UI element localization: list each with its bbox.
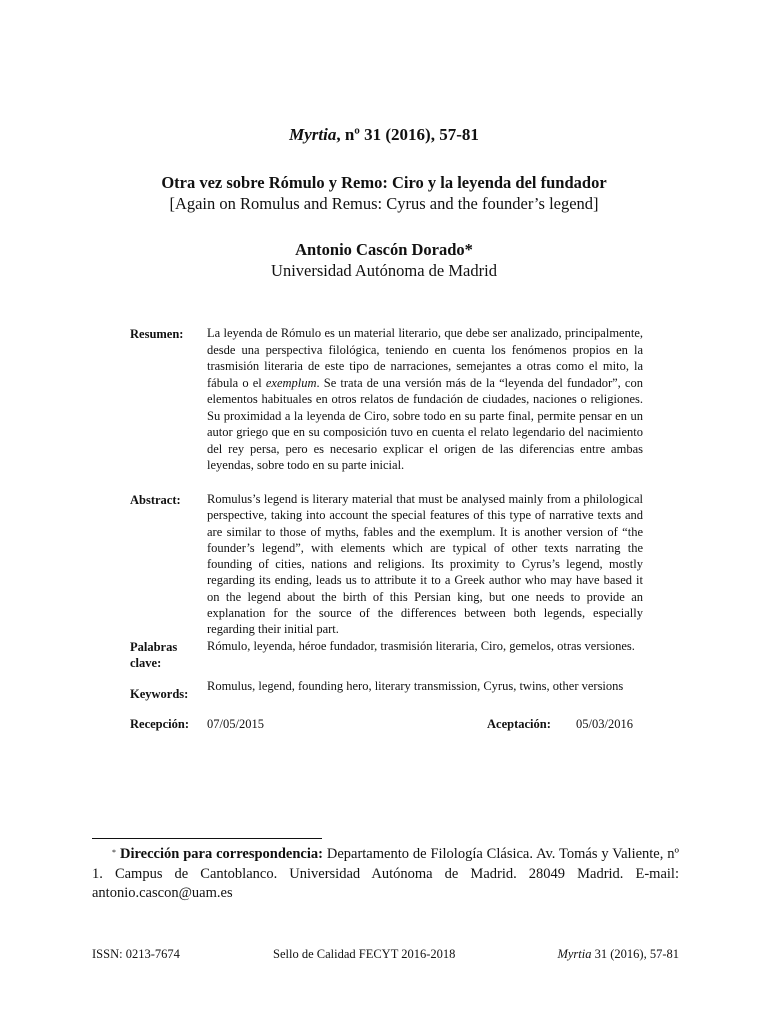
footer-journal-citation [557, 947, 679, 962]
palabras-clave-text: Rómulo, leyenda, héroe fundador, trasmisión literaria, Ciro, gemelos, otras versiones. [207, 639, 635, 653]
palabras-clave-label-line1: Palabras [130, 640, 178, 654]
footer-issn: ISSN: 0213-7674 [92, 947, 180, 961]
resumen-text-part1: La leyenda de Rómulo es un material literario, que debe ser analizado, principalmente, desde una perspectiva filológica, teniendo en cuenta los fenómenos propios en la trasmisión literaria de este tipo de narraciones, semejantes a otras como el mito, la fábula o el [207, 326, 643, 390]
accepted-label: Aceptación: [487, 717, 551, 731]
received-date: 07/05/2015 [207, 717, 264, 731]
accepted-date: 05/03/2016 [576, 717, 633, 731]
footer-journal-issue: 31 (2016), 57-81 [591, 947, 679, 961]
palabras-clave-label-line2: clave: [130, 656, 162, 670]
article-title-spanish: Otra vez sobre Rómulo y Remo: Ciro y la leyenda del fundador [161, 173, 607, 192]
received-label: Recepción: [130, 717, 190, 731]
resumen-text [207, 325, 643, 474]
author-name: Antonio Cascón Dorado* [295, 240, 473, 259]
correspondence-footnote [92, 845, 679, 904]
journal-citation-header [0, 125, 768, 145]
abstract-label: Abstract: [130, 493, 181, 507]
abstract-text: Romulus’s legend is literary material that must be analysed mainly from a philological perspective, taking into account the special features of this type of narrative texts and are similar to those of myths, fables and the exemplum. It is another version of “the founder’s legend”, with elements which are typical of other texts narrating the founding of cities, nations and religions. Its proximity to Cyrus’s legend, mostly regarding its ending, leads us to attribute it to a Greek author who may have based it on the legend about the birth of this Persian king, but one needs to provide an explanation for the source of the differences between both legends, especially regarding their initial part. [207, 492, 643, 637]
keywords-label: Keywords: [130, 687, 189, 701]
keywords-text: Romulus, legend, founding hero, literary transmission, Cyrus, twins, other versions [207, 679, 624, 693]
journal-name: Myrtia [289, 125, 337, 144]
footer-journal-name: Myrtia [557, 947, 592, 961]
author-affiliation: Universidad Autónoma de Madrid [271, 261, 497, 280]
resumen-text-italic: exemplum [265, 375, 317, 390]
footer-quality-seal: Sello de Calidad FECYT 2016-2018 [273, 947, 456, 961]
footnote-divider [92, 838, 322, 839]
resumen-label: Resumen: [130, 327, 184, 341]
palabras-clave-label [130, 639, 177, 671]
footnote-text: Departamento de Filología Clásica. Av. Tomás y Valiente, nº 1. Campus de Cantoblanco. Universidad Autónoma de Madrid. 28049 Madrid. E-mail: antonio.cascon@uam.es [92, 846, 680, 901]
resumen-text-part2: . Se trata de una versión más de la “leyenda del fundador”, con elementos habituales en otros relatos de fundación de ciudades, naciones o religiones. Su proximidad a la leyenda de Ciro, sobre todo en su parte final, permite pensar en un autor griego que en su composición tuvo en cuenta el relato legendario del nacimiento del rey persa, pero es necesario explicar el origen de las diferencias entre ambas leyendas, sobre todo en su parte inicial. [207, 375, 643, 472]
footnote-marker: * [112, 848, 116, 857]
footnote-bold-label: Dirección para correspondencia: [120, 846, 323, 862]
journal-issue: , nº 31 (2016), 57-81 [336, 125, 479, 144]
article-title-english: [Again on Romulus and Remus: Cyrus and the founder’s legend] [169, 194, 599, 213]
